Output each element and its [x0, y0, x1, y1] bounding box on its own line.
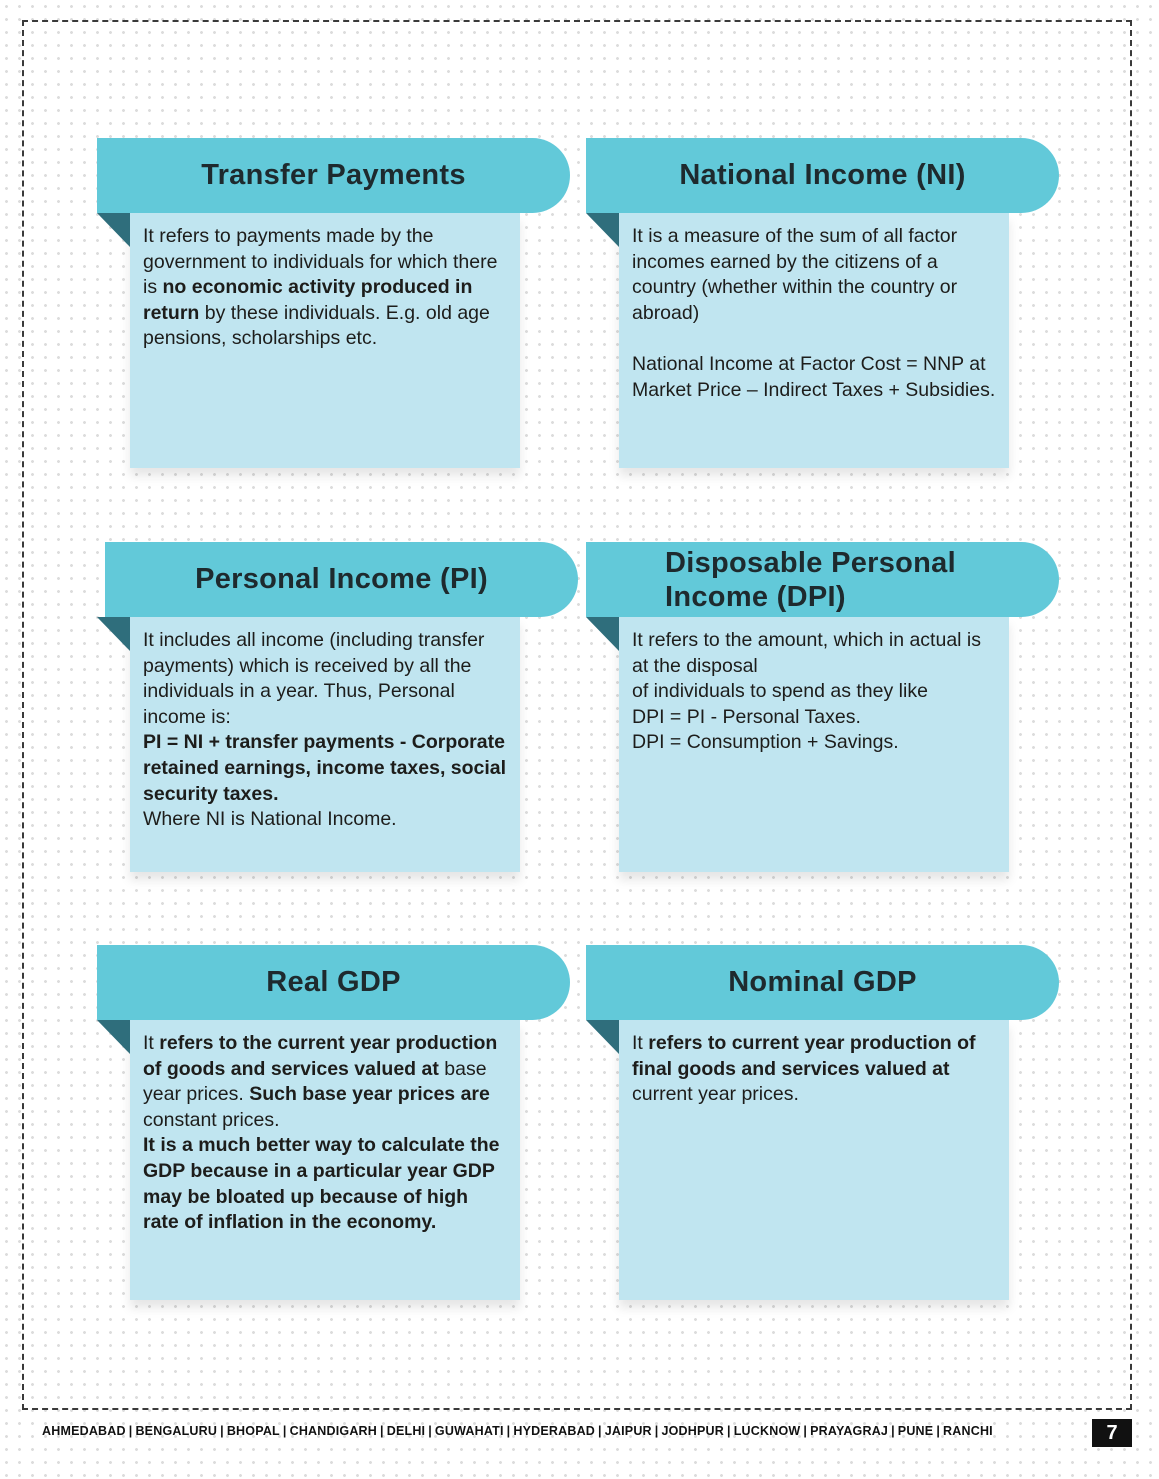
bold-text: refers to the current year production of goods and services valued at	[143, 1032, 498, 1080]
ribbon-fold	[586, 213, 619, 247]
text-span: It	[143, 1032, 160, 1054]
card-title: Personal Income (PI)	[195, 563, 488, 595]
formula-text: DPI = PI - Personal Taxes.	[632, 705, 861, 728]
card-text	[143, 1031, 508, 1133]
formula-text	[143, 730, 508, 807]
text-span: base year prices.	[143, 1057, 487, 1106]
text-span: current year prices.	[632, 1083, 799, 1106]
card-personal-income	[97, 542, 578, 882]
card-body	[130, 1020, 520, 1300]
text-span: It refers to payments made by the government to individuals for which there is	[143, 225, 498, 299]
card-header	[586, 542, 1059, 617]
card-body	[130, 617, 520, 872]
card-text: It is a measure of the sum of all factor incomes earned by the citizens of a country (whether within the country or abroad)	[632, 225, 958, 324]
city-label: AHMEDABAD	[42, 1424, 126, 1438]
card-nominal-gdp	[586, 945, 1059, 1310]
city-label: JODHPUR	[661, 1424, 725, 1438]
card-text: It refers to the amount, which in actual is at the disposal	[632, 629, 982, 677]
city-label: BHOPAL	[226, 1424, 280, 1438]
city-label: JAIPUR	[604, 1424, 652, 1438]
ribbon-fold	[586, 617, 619, 651]
ribbon-fold	[97, 1020, 130, 1054]
page-number: 7	[1092, 1419, 1132, 1447]
city-label: BENGALURU	[135, 1424, 218, 1438]
card-body	[619, 213, 1009, 468]
text-span: constant prices.	[143, 1108, 280, 1131]
bold-text: PI = NI + transfer payments - Corporate retained earnings, income taxes, social security taxes.	[143, 731, 507, 805]
ribbon-fold	[97, 213, 130, 247]
ribbon-fold	[586, 1020, 619, 1054]
card-body	[619, 1020, 1009, 1300]
card-real-gdp	[97, 945, 570, 1310]
text-span: by these individuals. E.g. old age pensions, scholarships etc.	[143, 301, 490, 350]
city-label: CHANDIGARH	[289, 1424, 378, 1438]
card-text: It includes all income (including transfer payments) which is received by all the individuals in a year. Thus, Personal income is:	[143, 629, 485, 728]
city-label: RANCHI	[943, 1424, 993, 1438]
card-title: Real GDP	[266, 966, 401, 998]
card-title	[665, 546, 956, 614]
bold-text: Such base year prices are	[249, 1083, 490, 1106]
card-header	[586, 945, 1059, 1020]
bold-text: no economic activity produced in return	[143, 276, 473, 324]
title-line: Income (DPI)	[665, 580, 846, 613]
card-text	[143, 1133, 508, 1235]
card-title: National Income (NI)	[679, 159, 966, 191]
text-span: It	[632, 1032, 649, 1054]
card-disposable-personal-income	[586, 542, 1059, 882]
card-header	[97, 945, 570, 1020]
city-label: LUCKNOW	[733, 1424, 801, 1438]
card-text: of individuals to spend as they like	[632, 680, 928, 703]
card-national-income	[586, 138, 1059, 478]
card-body	[619, 617, 1009, 872]
card-text: Where NI is National Income.	[143, 808, 397, 831]
card-header	[586, 138, 1059, 213]
card-body	[130, 213, 520, 468]
card-title: Nominal GDP	[728, 966, 917, 998]
card-title: Transfer Payments	[201, 159, 466, 191]
card-header	[105, 542, 578, 617]
bold-text: It is a much better way to calculate the GDP because in a particular year GDP may be bloated up because of high rate of inflation in the economy.	[143, 1134, 500, 1234]
card-transfer-payments	[97, 138, 570, 478]
city-label: DELHI	[386, 1424, 426, 1438]
formula-text: DPI = Consumption + Savings.	[632, 731, 899, 754]
card-header	[97, 138, 570, 213]
footer-city-list: AHMEDABAD | BENGALURU | BHOPAL | CHANDIGARH | DELHI | GUWAHATI | HYDERABAD | JAIPUR | JODHPUR | LUCKNOW | PRAYAGRAJ | PUNE | RANCHI	[42, 1424, 993, 1438]
city-label: PUNE	[897, 1424, 934, 1438]
city-label: PRAYAGRAJ	[810, 1424, 889, 1438]
city-label: HYDERABAD	[513, 1424, 596, 1438]
bold-text: refers to current year production of final goods and services valued at	[632, 1032, 976, 1080]
card-text	[632, 1031, 997, 1108]
card-text	[143, 224, 508, 352]
city-label: GUWAHATI	[434, 1424, 504, 1438]
ribbon-fold	[97, 617, 130, 651]
formula-text: National Income at Factor Cost = NNP at Market Price – Indirect Taxes + Subsidies.	[632, 352, 996, 401]
title-line: Disposable Personal	[665, 546, 956, 579]
